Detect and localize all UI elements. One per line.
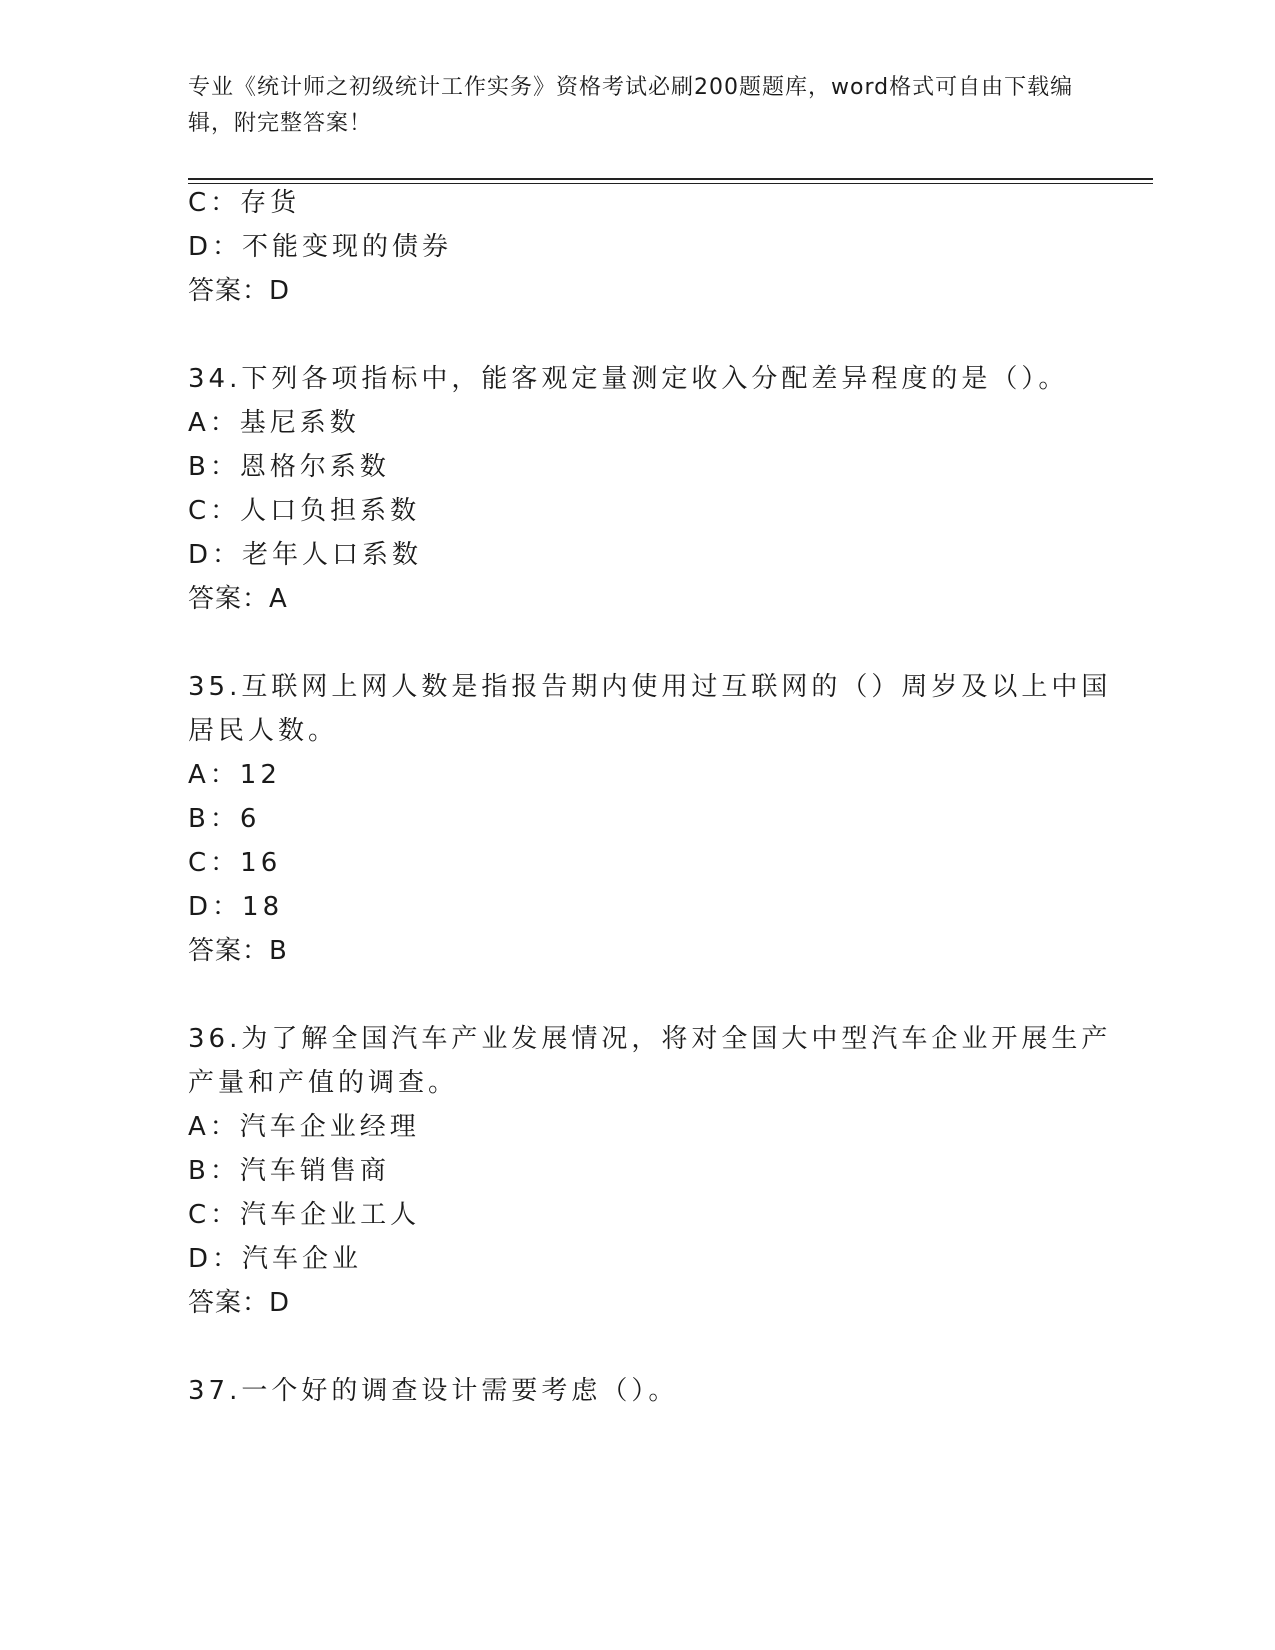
option-d: D：18 — [188, 892, 284, 922]
option-b: B：6 — [188, 804, 261, 834]
option-d: D：汽车企业 — [188, 1244, 363, 1274]
question-35: 35.互联网上网人数是指报告期内使用过互联网的（）周岁及以上中国 — [188, 672, 1112, 702]
question-35-cont: 居民人数。 — [188, 716, 339, 746]
question-36-cont: 产量和产值的调查。 — [188, 1068, 459, 1098]
option-c: C：16 — [188, 848, 282, 878]
option-d: D：不能变现的债券 — [188, 232, 453, 262]
answer: 答案：D — [188, 276, 291, 306]
option-d: D：老年人口系数 — [188, 540, 423, 570]
page-header: 专业《统计师之初级统计工作实务》资格考试必刷200题题库，word格式可自由下载编辑，附完整答案！ — [188, 75, 1074, 136]
answer: 答案：B — [188, 936, 288, 966]
option-b: B：汽车销售商 — [188, 1156, 390, 1186]
answer: 答案：D — [188, 1288, 291, 1318]
question-34: 34.下列各项指标中，能客观定量测定收入分配差异程度的是（）。 — [188, 364, 1069, 394]
header-rule-thin — [188, 183, 1153, 184]
answer: 答案：A — [188, 584, 288, 614]
option-a: A：基尼系数 — [188, 408, 360, 438]
question-37: 37.一个好的调查设计需要考虑（）。 — [188, 1376, 679, 1406]
question-36: 36.为了解全国汽车产业发展情况，将对全国大中型汽车企业开展生产 — [188, 1024, 1112, 1054]
header-rule-thick — [188, 178, 1153, 180]
option-a: A：12 — [188, 760, 281, 790]
option-c: C：存货 — [188, 188, 301, 218]
option-a: A：汽车企业经理 — [188, 1112, 420, 1142]
option-b: B：恩格尔系数 — [188, 452, 390, 482]
option-c: C：汽车企业工人 — [188, 1200, 421, 1230]
option-c: C：人口负担系数 — [188, 496, 421, 526]
